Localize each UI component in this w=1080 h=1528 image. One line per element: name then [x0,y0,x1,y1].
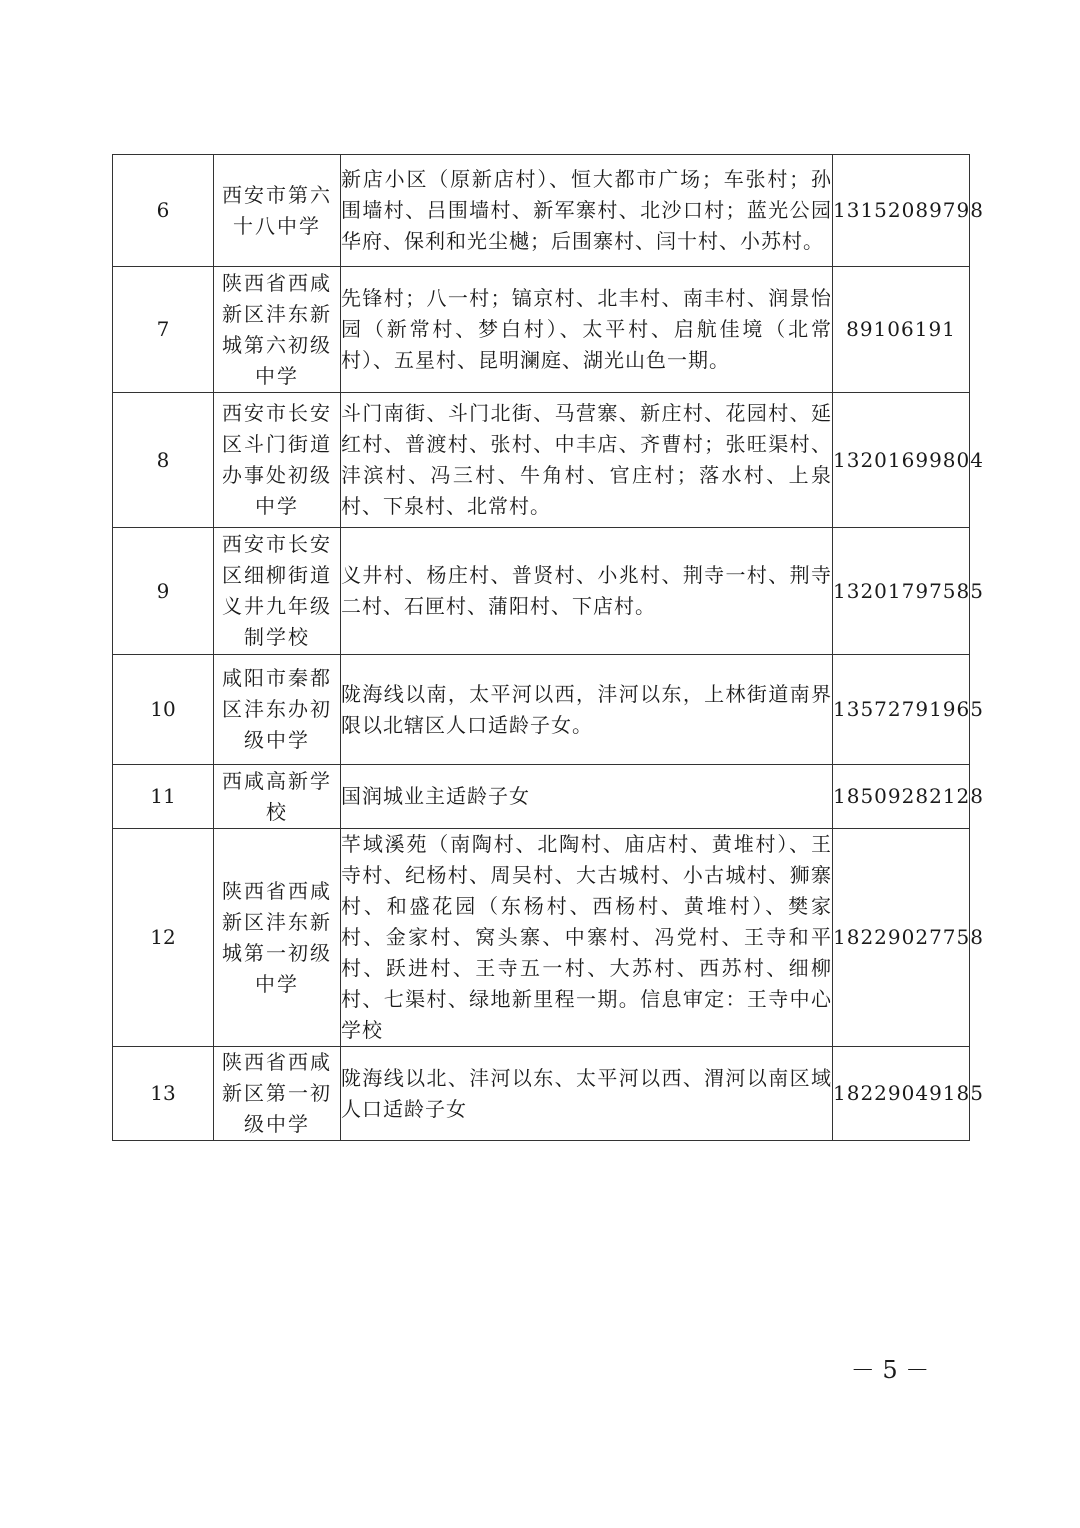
school-district-table [112,154,984,1141]
enrollment-area: 新店小区（原新店村）、恒大都市广场；车张村；孙围墙村、吕围墙村、新军寨村、北沙口村；蓝光公园华府、保利和光尘樾；后围寨村、闫十村、小苏村。 [341,155,833,267]
table-row [113,155,970,267]
school-name: 陕西省西咸新区第一初级中学 [214,1047,341,1141]
enrollment-area: 芊域溪苑（南陶村、北陶村、庙店村、黄堆村）、王寺村、纪杨村、周吴村、大古城村、小古城村、狮寨村、和盛花园（东杨村、西杨村、黄堆村）、樊家村、金家村、窝头寨、中寨村、冯党村、王寺和平村、跃进村、王寺五一村、大苏村、西苏村、细柳村、七渠村、绿地新里程一期。信息审定：王寺中心学校 [341,829,833,1047]
school-name: 陕西省西咸新区沣东新城第六初级中学 [214,267,341,393]
school-name: 西安市长安区斗门街道办事处初级中学 [214,393,341,528]
school-name: 西咸高新学校 [214,765,341,829]
table-row [113,655,970,765]
contact-phone: 89106191 [833,267,970,393]
enrollment-area: 斗门南街、斗门北街、马营寨、新庄村、花园村、延红村、普渡村、张村、中丰店、齐曹村；张旺渠村、沣滨村、冯三村、牛角村、官庄村；落水村、上泉村、下泉村、北常村。 [341,393,833,528]
enrollment-area: 陇海线以南，太平河以西，沣河以东，上林街道南界限以北辖区人口适龄子女。 [341,655,833,765]
table-row [113,528,970,655]
table-row [113,393,970,528]
row-number: 11 [113,765,214,829]
row-number: 10 [113,655,214,765]
enrollment-area: 陇海线以北、沣河以东、太平河以西、渭河以南区域人口适龄子女 [341,1047,833,1141]
contact-phone: 13201797585 [833,528,970,655]
page-number: － 5 － [850,1356,930,1384]
contact-phone: 13201699804 [833,393,970,528]
table-row [113,829,970,1047]
row-number: 7 [113,267,214,393]
enrollment-area: 先锋村；八一村；镐京村、北丰村、南丰村、润景怡园（新常村、梦白村）、太平村、启航佳境（北常村）、五星村、昆明澜庭、湖光山色一期。 [341,267,833,393]
school-name: 西安市长安区细柳街道义井九年级制学校 [214,528,341,655]
table-row [113,765,970,829]
row-number: 8 [113,393,214,528]
table-row [113,267,970,393]
contact-phone: 18229027758 [833,829,970,1047]
contact-phone: 18229049185 [833,1047,970,1141]
table-row [113,1047,970,1141]
school-name: 陕西省西咸新区沣东新城第一初级中学 [214,829,341,1047]
row-number: 12 [113,829,214,1047]
enrollment-area: 义井村、杨庄村、普贤村、小兆村、荆寺一村、荆寺二村、石匣村、蒲阳村、下店村。 [341,528,833,655]
school-name: 咸阳市秦都区沣东办初级中学 [214,655,341,765]
row-number: 9 [113,528,214,655]
school-name: 西安市第六十八中学 [214,155,341,267]
row-number: 13 [113,1047,214,1141]
contact-phone: 13152089798 [833,155,970,267]
row-number: 6 [113,155,214,267]
contact-phone: 18509282128 [833,765,970,829]
enrollment-area: 国润城业主适龄子女 [341,765,833,829]
contact-phone: 13572791965 [833,655,970,765]
